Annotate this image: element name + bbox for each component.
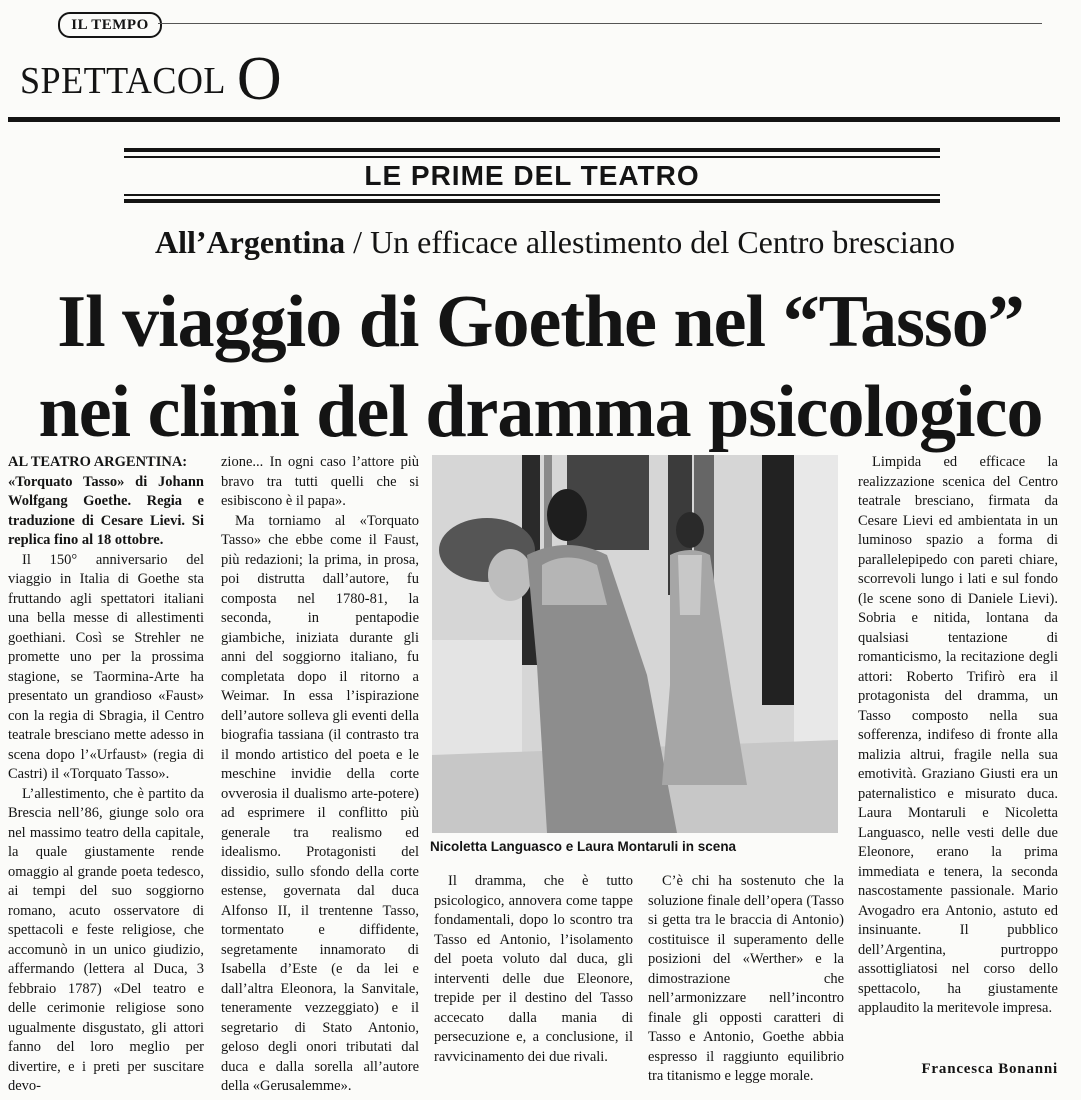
paragraph: Limpida ed efficace la realizzazione scenica del Centro teatrale bresciano, firmata da Cesare Lievi ed ambientata in un luminoso spazio a forma di parallelepipedo con pareti chiare, scorrevoli lungo i lati e sul fondo (le scene sono di Daniele Lievi). Sobria e nitida, lontana da qualsiasi tentazione di romanticismo, la recitazione degli attori: Roberto Trifirò era il protagonista del dramma, un Tasso composto nella sua sofferenza, indifeso di fronte alla malizia altrui, fragile nella sua emotività. Graziano Giusti era un paternalistico e misurato duca. Laura Montaruli e Nicoletta Languasco, nelle vesti delle due Eleonore, erano la prima immediata e tenera, la seconda nascostamente passionale. Mario Avogadro era Antonio, astuto ed insinuante. Il pubblico dell’Argentina, purtroppo assottigliatosi nel corso dello spettacolo, ha giustamente applaudito la meritevole impresa. [858,454,1058,1016]
article-column-3 [434,872,633,1067]
kicker: LE PRIME DEL TEATRO [364,160,700,191]
paragraph: Ma torniamo al «Torquato Tasso» che ebbe come il Faust, più redazioni; la prima, in prosa, poi distrutta dall’autore, fu composta nel 1780-81, la seconda, in pentapodie giambiche, iniziata durante gli anni del soggiorno italiano, fu completata dopo il ritorno a Weimar. In essa l’ispirazione dell’autore solleva gli eventi della biografia tassiana (il contrasto tra il mondo artistico del poeta e le meschine invidie della corte ovverosia il dualismo arte-potere) ad esprimere il conflitto più generale tra realismo ed idealismo. Protagonisti del dissidio, sullo sfondo della corte estense, governata dal duca Alfonso II, il trentenne Tasso, tormentato e diffidente, segretamente innamorato di Isabella d’Este (e da lei e dall’altra Eleonora, la Sanvitale, teneramente vezzeggiato) e il segretario di Stato Antonio, geloso degli onori tributati dal duca e dalla sorella all’autore della «Gerusalemme». [221,512,419,1094]
headline-line-2: nei climi del dramma psicologico [38,371,1043,453]
section-title-initial: O [236,45,283,113]
lead-heading: AL TEATRO ARGENTINA: [8,454,188,470]
kicker-rule-top-thin [124,156,940,158]
subheadline-text: Un efficace allestimento del Centro bresciano [370,224,956,260]
paragraph: C’è chi ha sostenuto che la soluzione finale dell’opera (Tasso si getta tra le braccia di Antonio) costituisce il superamento delle posizioni del «Werther» e la dimostrazione che nell’armonizzare nell’incontro finale gli opposti caratteri di Tasso e Antonio, Goethe abbia espresso il raggiunto equilibrio tra titanismo e legge morale. [648,873,844,1084]
kicker-rule-bottom-thin [124,194,940,196]
article-column-5 [858,453,1058,1019]
article-column-4 [648,872,844,1087]
masthead-divider [158,23,1042,24]
paragraph: zione... In ogni caso l’attore più bravo tra tutti quelli che si esibiscono è il papa». [221,454,419,509]
headline-line-1: Il viaggio di Goethe nel “Tasso” [57,281,1024,363]
section-rule [8,117,1060,122]
stage-photo-illustration [432,455,838,833]
subheadline-venue: All’Argentina [154,224,346,260]
byline: Francesca Bonanni [921,1061,1058,1077]
photo-caption: Nicoletta Languasco e Laura Montaruli in scena [430,839,737,854]
section-title [20,42,283,113]
subheadline [60,220,1050,264]
article-column-2 [221,453,419,1097]
newspaper-logo: IL TEMPO [58,12,162,38]
paragraph: Il 150° anniversario del viaggio in Italia di Goethe sta fruttando agli spettatori italiani una bella messe di allestimenti goethiani. Così se Strehler ne promette uno per la prossima stagione, se Taormina-Arte ha presentato un grandioso «Faust» con la regia di Sbragia, il Centro teatrale bresciano mette adesso in scena dopo l’«Urfaust» (regia di Castri) il «Torquato Tasso». [8,551,204,782]
section-title-main: SPETTACOL [20,60,226,102]
kicker-rule-bottom [124,199,940,203]
kicker-rule-top [124,148,940,152]
paragraph: L’allestimento, che è partito da Brescia nell’86, giunge solo ora nel massimo teatro della capitale, la quale giustamente rende omaggio al grande poeta tedesco, ai tempi del suo soggiorno romano, acuto osservatore di spettacoli e feste religiose, che accomunò in un unico giudizio, affermando (lettera al Duca, 3 febbraio 1787) «Del teatro e delle cerimonie religiose sono ugualmente disgustato, gli attori fanno del loro meglio per divertire, e i preti per suscitare devo- [8,785,204,1094]
lead-details: «Torquato Tasso» di Johann Wolfgang Goethe. Regia e traduzione di Cesare Lievi. Si replica fino al 18 ottobre. [8,473,204,548]
article-column-1 [8,453,204,1097]
subheadline-separator: / [345,224,371,260]
stage-photo [432,455,838,833]
paragraph: Il dramma, che è tutto psicologico, annovera come tappe fondamentali, dopo lo scontro tra Tasso ed Antonio, l’isolamento del poeta voluto dal duca, gli interventi delle due Eleonore, trepide per il destino del Tasso accecato dalla mania di persecuzione e, a conclusione, il ravvicinamento dei due rivali. [434,873,633,1065]
